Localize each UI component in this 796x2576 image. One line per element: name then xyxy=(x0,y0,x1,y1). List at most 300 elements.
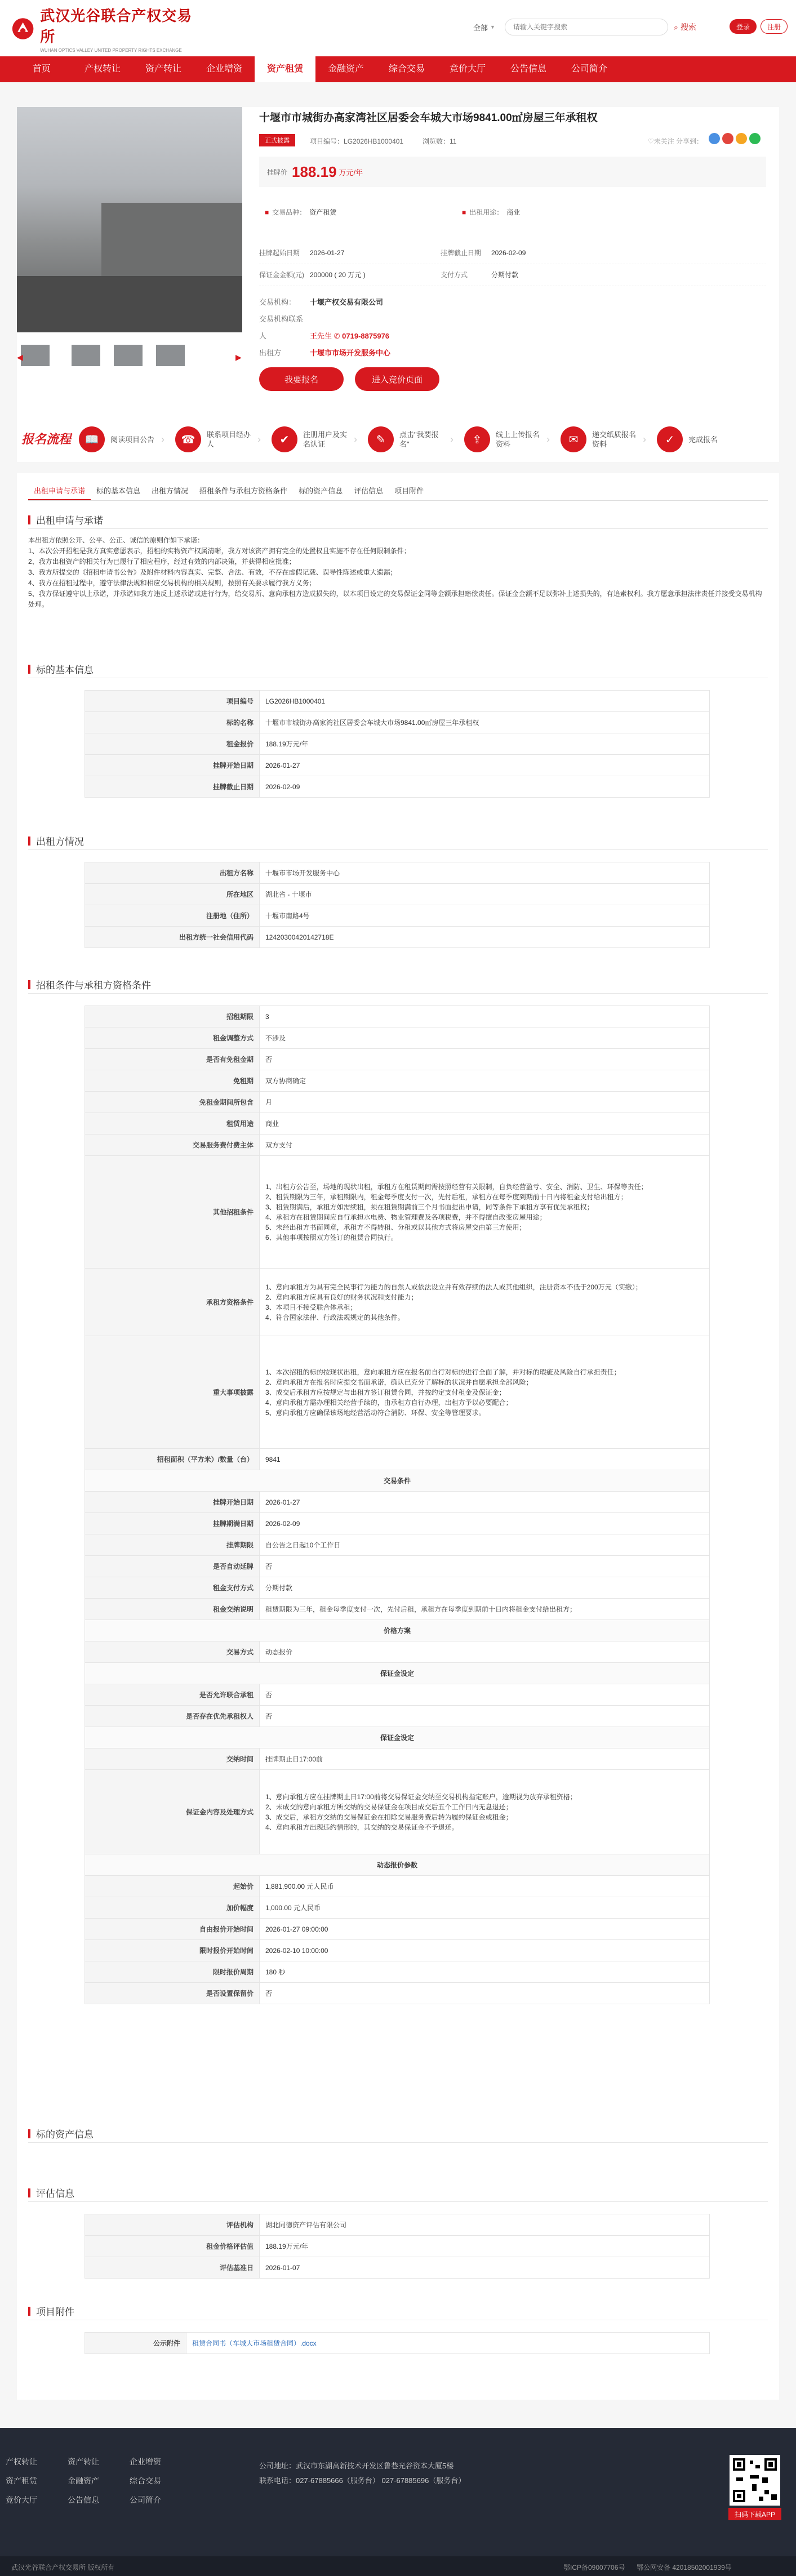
row-key: 是否自动延牌 xyxy=(85,1556,260,1577)
info-key: 挂牌截止日期 xyxy=(441,249,482,257)
table-row xyxy=(85,1940,710,1961)
commitment-intro: 本出租方依照公开、公平、公正、诚信的原则作如下承诺： xyxy=(28,536,204,544)
detail-content xyxy=(17,473,779,2400)
thumbnail-2[interactable] xyxy=(70,344,101,367)
price-value: 188.19 xyxy=(292,163,337,180)
list-item: 2、未成交的意向承租方所交纳的交易保证金在项目成交后五个工作日内无息退还； xyxy=(265,1803,513,1811)
flow-step-icon: ✉ xyxy=(561,426,586,452)
table-row xyxy=(85,1070,710,1092)
row-value: 湖北省 - 十堰市 xyxy=(260,884,710,905)
status-badge: 正式披露 xyxy=(259,134,295,146)
row-value: 否 xyxy=(260,1706,710,1727)
row-key: 注册地（住所） xyxy=(85,905,260,927)
nav-item[interactable]: 企业增资 xyxy=(206,64,242,74)
section-title-commitment: 出租申请与承诺 xyxy=(28,513,103,527)
sub-heading: 价格方案 xyxy=(85,1620,710,1641)
flow-steps xyxy=(79,426,753,452)
sub-heading-row xyxy=(85,1470,710,1492)
view-count-value: 11 xyxy=(450,137,457,145)
footer-link[interactable]: 竞价大厅 xyxy=(6,2495,37,2504)
wechat-share-icon[interactable] xyxy=(749,133,761,144)
row-key: 挂牌开始日期 xyxy=(85,755,260,776)
section-title-conditions: 招租条件与承租方资格条件 xyxy=(28,977,151,991)
row-key: 标的名称 xyxy=(85,712,260,733)
apply-button[interactable]: 我要报名 xyxy=(259,367,344,391)
section-title-asset: 标的资产信息 xyxy=(28,2126,94,2141)
row-key: 项目编号 xyxy=(85,691,260,712)
row-key: 是否允许联合承租 xyxy=(85,1684,260,1706)
lease-use xyxy=(462,207,520,217)
row-value: 180 秒 xyxy=(260,1961,710,1983)
footer-link[interactable]: 产权转让 xyxy=(6,2457,37,2466)
row-key: 承租方资格条件 xyxy=(85,1269,260,1336)
flow-step-label: 阅读项目公告 xyxy=(110,435,155,444)
row-key: 租金支付方式 xyxy=(85,1577,260,1599)
row-value xyxy=(260,1336,710,1449)
list-item: 3、本项目不接受联合体承租； xyxy=(265,1303,357,1311)
row-key: 租金交纳说明 xyxy=(85,1599,260,1620)
row-value: 12420300420142718E xyxy=(260,927,710,948)
list-item: 3、租赁期满后，承租方如需续租，须在租赁期满前三个月书面提出申请，同等条件下承租方享有优先承租权； xyxy=(265,1203,594,1211)
table-row xyxy=(85,733,710,755)
flow-step xyxy=(272,426,368,452)
lessor-label: 出租方 xyxy=(259,349,282,357)
row-key: 租金调整方式 xyxy=(85,1027,260,1049)
sub-heading-row xyxy=(85,1620,710,1641)
commitment-item: 3、我方所提交的《招租申请书公告》及附件材料内容真实、完整、合法、有效，不存在虚假记载、误导性陈述或重大遗漏； xyxy=(28,568,397,576)
info-key: 挂牌起始日期 xyxy=(259,249,300,257)
flow-step-icon: ✎ xyxy=(368,426,394,452)
footer-link[interactable]: 公司简介 xyxy=(130,2495,161,2504)
project-card xyxy=(17,107,779,422)
trade-type-label: 交易品种： xyxy=(272,208,306,216)
share-label: 分享到： xyxy=(676,137,704,145)
row-key: 是否有免租金期 xyxy=(85,1049,260,1070)
chevron-down-icon: ▼ xyxy=(490,24,495,30)
row-value: 否 xyxy=(260,1049,710,1070)
table-row xyxy=(85,2214,710,2236)
row-key: 其他招租条件 xyxy=(85,1156,260,1269)
top-header xyxy=(0,0,796,56)
footer-link[interactable]: 综合交易 xyxy=(130,2476,161,2485)
row-key: 出租方统一社会信用代码 xyxy=(85,927,260,948)
project-code-value: LG2026HB1000401 xyxy=(344,137,404,145)
flow-step-icon: ☎ xyxy=(175,426,201,452)
row-value xyxy=(260,1269,710,1336)
flow-arrow-icon: › xyxy=(546,433,550,445)
flow-step-label: 联系项目经办人 xyxy=(207,430,251,448)
footer-link[interactable]: 公告信息 xyxy=(68,2495,99,2504)
view-count xyxy=(423,136,456,146)
site-footer xyxy=(0,2428,796,2576)
detail-tab[interactable]: 出租方情况 xyxy=(152,487,189,495)
list-item: 1、出租方公告至，场地的现状出租，承租方在租赁期间需按照经营有关限制，自负经营盈亏、安全、消防、卫生、环保等责任； xyxy=(265,1182,648,1191)
weibo-share-icon[interactable] xyxy=(722,133,733,144)
list-item: 2、意向承租方应具有良好的财务状况和支付能力； xyxy=(265,1293,418,1301)
nav-item[interactable]: 资产租赁 xyxy=(255,56,315,82)
table-row xyxy=(85,1641,710,1663)
nav-item[interactable]: 产权转让 xyxy=(84,64,121,74)
qr-code-icon xyxy=(730,2455,780,2506)
section-title-eval: 评估信息 xyxy=(28,2186,74,2200)
section-divider xyxy=(28,849,768,850)
register-button[interactable]: 注册 xyxy=(761,19,788,34)
row-value: 挂牌期止日17:00前 xyxy=(260,1749,710,1770)
login-button[interactable]: 登录 xyxy=(730,19,757,34)
detail-tab[interactable]: 评估信息 xyxy=(354,487,384,495)
footer-contact xyxy=(259,2459,465,2488)
property-photo xyxy=(17,107,242,332)
flow-step-icon: ⇪ xyxy=(464,426,490,452)
price-label: 挂牌价 xyxy=(267,168,288,176)
row-key: 出租方名称 xyxy=(85,862,260,884)
row-value: 自公告之日起10个工作日 xyxy=(260,1534,710,1556)
thumbnail-4[interactable] xyxy=(155,344,186,367)
basic-info-table xyxy=(85,690,710,798)
detail-tab[interactable]: 出租申请与承诺 xyxy=(28,482,91,500)
list-item: 1、意向承租方为具有完全民事行为能力的自然人或依法设立并有效存续的法人或其他组织，注册资本不低于200万元（实缴）； xyxy=(265,1283,642,1291)
qzone-share-icon[interactable] xyxy=(736,133,747,144)
table-row xyxy=(85,2333,710,2354)
project-code xyxy=(310,136,403,146)
row-key: 免租期 xyxy=(85,1070,260,1092)
nav-item[interactable]: 竞价大厅 xyxy=(449,64,486,74)
table-row xyxy=(85,1449,710,1470)
row-value: 否 xyxy=(260,1684,710,1706)
police-link[interactable]: 鄂公网安备 42018502001939号 xyxy=(637,2564,732,2571)
row-value: 双方支付 xyxy=(260,1134,710,1156)
heart-icon: ♡ xyxy=(648,137,654,145)
registration-flow xyxy=(17,417,779,462)
flow-arrow-icon: › xyxy=(354,433,357,445)
info-value: 2026-02-09 xyxy=(491,249,526,257)
table-row xyxy=(85,1336,710,1449)
row-key: 租金价格评估值 xyxy=(85,2236,260,2257)
sub-heading: 保证金设定 xyxy=(85,1663,710,1684)
flow-step xyxy=(79,426,175,452)
section-divider xyxy=(28,993,768,994)
row-value: 否 xyxy=(260,1983,710,2004)
copyright-text: 武汉光谷联合产权交易所 版权所有 xyxy=(11,2564,115,2571)
follow-label: 未关注 xyxy=(653,137,674,145)
footer-link[interactable]: 企业增资 xyxy=(130,2457,161,2466)
list-item: 4、符合国家法律、行政法规规定的其他条件。 xyxy=(265,1313,404,1322)
flow-step xyxy=(657,426,753,452)
search-input[interactable] xyxy=(505,19,668,35)
commitment-item: 5、我方保证遵守以上承诺，并承诺如我方违反上述承诺或进行行为，给交易所、意向承租方造成损失的，以本项目设定的交易保证金同等金额承担赔偿责任。保证金金额不足以弥补上述损失的，有追索权利。我方愿意承担法律责任并接受交易机构处理。 xyxy=(28,590,762,608)
table-row xyxy=(85,1534,710,1556)
table-row xyxy=(85,862,710,884)
table-row xyxy=(85,1684,710,1706)
flow-step-label: 递交纸质报名资料 xyxy=(592,430,637,448)
row-value: 2026-02-09 xyxy=(260,776,710,798)
commitment-item: 4、我方在招租过程中，遵守法律法规和相应交易机构的相关规则，按照有关要求履行我方义务； xyxy=(28,579,316,587)
table-row xyxy=(85,1492,710,1513)
nav-item[interactable]: 首页 xyxy=(32,64,51,74)
table-row xyxy=(85,1027,710,1049)
phone-icon: ✆ xyxy=(333,332,340,340)
row-key: 加价幅度 xyxy=(85,1897,260,1919)
flow-step-label: 注册用户及实名认证 xyxy=(303,430,348,448)
main-nav xyxy=(0,56,796,82)
lessor-table xyxy=(85,862,710,948)
table-row xyxy=(85,1113,710,1134)
attachment-table xyxy=(85,2332,710,2354)
section-divider xyxy=(28,2201,768,2202)
attach-label: 公示附件 xyxy=(85,2333,186,2354)
trade-type-value: 资产租赁 xyxy=(309,208,337,216)
table-row xyxy=(85,1092,710,1113)
eval-table xyxy=(85,2214,710,2279)
commitment-item: 2、我方出租资产的相关行为已履行了相应程序，经过有效的内部决策，并获得相应批准； xyxy=(28,558,296,566)
search-button[interactable] xyxy=(674,21,696,33)
flow-step xyxy=(464,426,561,452)
section-divider xyxy=(28,528,768,529)
table-row xyxy=(85,2236,710,2257)
row-value: 188.19万元/年 xyxy=(260,733,710,755)
photo-building xyxy=(101,203,242,282)
section-title-attach: 项目附件 xyxy=(28,2304,74,2318)
thumbnail-3[interactable] xyxy=(113,344,144,367)
contact-name: 王先生 xyxy=(310,332,332,340)
flow-step-icon: 📖 xyxy=(79,426,105,452)
sub-heading-row xyxy=(85,1727,710,1749)
table-row xyxy=(85,1897,710,1919)
row-value: LG2026HB1000401 xyxy=(260,691,710,712)
nav-item[interactable]: 金融资产 xyxy=(327,64,364,74)
thumbnail-1[interactable] xyxy=(20,344,51,367)
row-value: 分期付款 xyxy=(260,1577,710,1599)
section-title-lessor: 出租方情况 xyxy=(28,834,84,848)
info-row xyxy=(259,264,766,286)
nav-item[interactable]: 公告信息 xyxy=(510,64,546,74)
row-value xyxy=(260,1770,710,1854)
nav-item[interactable]: 资产转让 xyxy=(145,64,181,74)
table-row xyxy=(85,2257,710,2279)
table-row xyxy=(85,1513,710,1534)
row-key: 租金报价 xyxy=(85,733,260,755)
list-item: 2、意向承租方在报名时应提交书面承诺，确认已充分了解标的状况并自愿承担全部风险； xyxy=(265,1378,533,1386)
table-row xyxy=(85,927,710,948)
qq-share-icon[interactable] xyxy=(709,133,720,144)
row-key: 重大事项披露 xyxy=(85,1336,260,1449)
row-value: 2026-01-07 xyxy=(260,2257,710,2279)
table-row xyxy=(85,884,710,905)
row-value: 1,881,900.00 元人民币 xyxy=(260,1876,710,1897)
table-row xyxy=(85,905,710,927)
flow-step-label: 点击"我要报名" xyxy=(399,430,439,448)
row-key: 自由报价开始时间 xyxy=(85,1919,260,1940)
row-key: 交易服务费付费主体 xyxy=(85,1134,260,1156)
logo-text-cn: 武汉光谷联合产权交易所 xyxy=(40,7,193,45)
list-item: 4、意向承租方需办理相关经营手续的，由承租方自行办理，出租方予以必要配合； xyxy=(265,1398,513,1407)
price-box xyxy=(259,157,766,187)
attach-file-link[interactable] xyxy=(186,2333,710,2354)
photo-ground xyxy=(17,276,242,332)
footer-address: 公司地址：武汉市东湖高新技术开发区鲁巷光谷资本大厦5楼 xyxy=(259,2462,454,2470)
flow-arrow-icon: › xyxy=(257,433,261,445)
table-row xyxy=(85,776,710,798)
row-key: 评估机构 xyxy=(85,2214,260,2236)
footer-link[interactable]: 金融资产 xyxy=(68,2476,99,2485)
sub-heading: 交易条件 xyxy=(85,1470,710,1492)
thumb-next-icon[interactable]: ▶ xyxy=(235,353,242,362)
nav-item[interactable]: 综合交易 xyxy=(388,64,425,74)
sub-heading-row xyxy=(85,1854,710,1876)
info-value: 2026-01-27 xyxy=(310,249,345,257)
flow-arrow-icon: › xyxy=(643,433,646,445)
table-row xyxy=(85,712,710,733)
row-key: 是否设置保留价 xyxy=(85,1983,260,2004)
row-key: 招租面积（平方米）/数量（台） xyxy=(85,1449,260,1470)
org-value: 十堰产权交易有限公司 xyxy=(310,298,384,306)
project-code-label: 项目编号： xyxy=(310,137,344,145)
row-value: 2026-01-27 09:00:00 xyxy=(260,1919,710,1940)
row-key: 所在地区 xyxy=(85,884,260,905)
list-item: 3、成交后，承租方交纳的交易保证金在扣除交易服务费后转为履约保证金或租金； xyxy=(265,1813,513,1821)
row-value: 3 xyxy=(260,1006,710,1027)
list-item: 2、租赁期限为三年，承租期限内，租金每季度支付一次，先付后租，承租方在每季度到期前十日内将租金支付给出租方； xyxy=(265,1193,628,1201)
section-divider xyxy=(28,2142,768,2143)
row-value: 十堰市南路4号 xyxy=(260,905,710,927)
section-title-basic: 标的基本信息 xyxy=(28,662,94,676)
detail-tab[interactable]: 招租条件与承租方资格条件 xyxy=(199,487,288,495)
footer-bottom xyxy=(0,2556,796,2576)
row-value: 2026-02-10 10:00:00 xyxy=(260,1940,710,1961)
flow-step xyxy=(175,426,272,452)
flow-step-icon: ✓ xyxy=(657,426,683,452)
search-scope-label: 全部 xyxy=(473,23,488,32)
row-value xyxy=(260,1156,710,1269)
list-item: 1、意向承租方应在挂牌期止日17:00前将交易保证金交纳至交易机构指定账户，逾期视为放弃承租资格； xyxy=(265,1792,577,1801)
row-key: 限时报价开始时间 xyxy=(85,1940,260,1961)
table-row xyxy=(85,1556,710,1577)
lessor-value: 十堰市市场开发服务中心 xyxy=(310,349,391,357)
list-item: 5、意向承租方应确保该场地经营活动符合消防、环保、安全等管理要求。 xyxy=(265,1408,486,1417)
row-value: 动态报价 xyxy=(260,1641,710,1663)
row-value: 不涉及 xyxy=(260,1027,710,1049)
detail-tab[interactable]: 标的资产信息 xyxy=(299,487,343,495)
flow-step-icon: ✔ xyxy=(272,426,297,452)
table-row xyxy=(85,1599,710,1620)
tag-icon: ■ xyxy=(265,208,269,216)
table-row xyxy=(85,1134,710,1156)
row-key: 挂牌期限 xyxy=(85,1534,260,1556)
table-row xyxy=(85,1006,710,1027)
detail-tabs xyxy=(28,482,768,501)
table-row xyxy=(85,1770,710,1854)
list-item: 3、成交后承租方应按规定与出租方签订租赁合同，并按约定支付租金及保证金； xyxy=(265,1388,506,1396)
footer-phone: 联系电话：027-67885666（服务台） 027-67885696（服务台） xyxy=(259,2476,466,2485)
row-value: 商业 xyxy=(260,1113,710,1134)
enter-bid-button[interactable]: 进入竞价页面 xyxy=(355,367,439,391)
info-value: 分期付款 xyxy=(491,271,519,279)
sub-heading: 保证金设定 xyxy=(85,1727,710,1749)
footer-link[interactable]: 资产租赁 xyxy=(6,2476,37,2485)
row-key: 挂牌截止日期 xyxy=(85,776,260,798)
table-row xyxy=(85,691,710,712)
project-title: 十堰市市城街办高家湾社区居委会车城大市场9841.00㎡房屋三年承租权 xyxy=(259,112,598,124)
flow-step xyxy=(368,426,464,452)
attach-file-name: 租赁合同书（车城大市场租赁合同）.docx xyxy=(192,2339,317,2347)
search-icon: ⌕ xyxy=(674,22,678,32)
row-value: 188.19万元/年 xyxy=(260,2236,710,2257)
nav-item[interactable]: 公司简介 xyxy=(571,64,607,74)
info-key: 保证金金额(元) xyxy=(259,271,304,279)
flow-step-label: 完成报名 xyxy=(688,435,718,444)
commitment-items xyxy=(28,546,768,610)
row-key: 免租金期间所包含 xyxy=(85,1092,260,1113)
lease-use-label: 出租用途： xyxy=(469,208,504,216)
info-key: 支付方式 xyxy=(441,271,468,279)
logo-text-en: WUHAN OPTICS VALLEY UNITED PROPERTY RIGHTS EXCHANGE xyxy=(40,48,182,53)
qr-label: 扫码下载APP xyxy=(728,2508,781,2520)
row-key: 交易方式 xyxy=(85,1641,260,1663)
list-item: 1、本次招租的标的按现状出租，意向承租方应在报名前自行对标的进行全面了解，并对标的瑕疵及风险自行承担责任； xyxy=(265,1368,621,1376)
flow-arrow-icon: › xyxy=(161,433,164,445)
table-row xyxy=(85,1749,710,1770)
thumb-prev-icon[interactable]: ◀ xyxy=(17,353,23,362)
detail-tab[interactable]: 标的基本信息 xyxy=(96,487,141,495)
view-count-label: 浏览数： xyxy=(423,137,450,145)
table-row xyxy=(85,1876,710,1897)
contact-label: 交易机构联系人 xyxy=(259,315,304,340)
table-row xyxy=(85,1049,710,1070)
list-item: 4、承租方在租赁期间应自行承担水电费、物业管理费及各项税费，并不得擅自改变房屋用途； xyxy=(265,1213,546,1221)
detail-tab[interactable]: 项目附件 xyxy=(394,487,424,495)
flow-arrow-icon: › xyxy=(450,433,453,445)
search-scope-select[interactable] xyxy=(473,22,505,33)
commitment-text xyxy=(28,535,768,610)
table-row xyxy=(85,755,710,776)
row-key: 限时报价周期 xyxy=(85,1961,260,1983)
sub-heading: 动态报价参数 xyxy=(85,1854,710,1876)
lease-use-value: 商业 xyxy=(506,208,521,216)
row-key: 评估基准日 xyxy=(85,2257,260,2279)
table-row xyxy=(85,1269,710,1336)
info-grid xyxy=(259,242,766,286)
row-key: 保证金内容及处理方式 xyxy=(85,1770,260,1854)
trade-org-block xyxy=(259,294,390,362)
table-row xyxy=(85,1961,710,1983)
row-key: 起始价 xyxy=(85,1876,260,1897)
sub-heading-row xyxy=(85,1663,710,1684)
row-value: 9841 xyxy=(260,1449,710,1470)
icp-link[interactable]: 鄂ICP备09007706号 xyxy=(563,2564,625,2571)
site-logo[interactable] xyxy=(11,7,197,53)
flow-step-label: 线上上传报名资料 xyxy=(496,430,540,448)
list-item: 5、未经出租方书面同意，承租方不得转租、分租或以其他方式将房屋交由第三方使用； xyxy=(265,1223,526,1231)
list-item: 6、其他事项按照双方签订的租赁合同执行。 xyxy=(265,1233,398,1242)
logo-icon xyxy=(11,16,34,41)
row-value: 2026-01-27 xyxy=(260,1492,710,1513)
row-value: 1,000.00 元人民币 xyxy=(260,1897,710,1919)
info-row xyxy=(259,242,766,264)
row-value: 2026-01-27 xyxy=(260,755,710,776)
search-bar xyxy=(473,18,721,36)
price-unit: 万元/年 xyxy=(339,168,363,177)
row-value: 月 xyxy=(260,1092,710,1113)
footer-link[interactable]: 资产转让 xyxy=(68,2457,99,2466)
row-value: 十堰市市城街办高家湾社区居委会车城大市场9841.00㎡房屋三年承租权 xyxy=(260,712,710,733)
row-value: 2026-02-09 xyxy=(260,1513,710,1534)
table-row xyxy=(85,1983,710,2004)
flow-step xyxy=(561,426,657,452)
follow-button[interactable] xyxy=(648,136,674,146)
row-key: 租赁用途 xyxy=(85,1113,260,1134)
flow-title: 报名流程 xyxy=(21,432,72,446)
row-value: 双方协商确定 xyxy=(260,1070,710,1092)
